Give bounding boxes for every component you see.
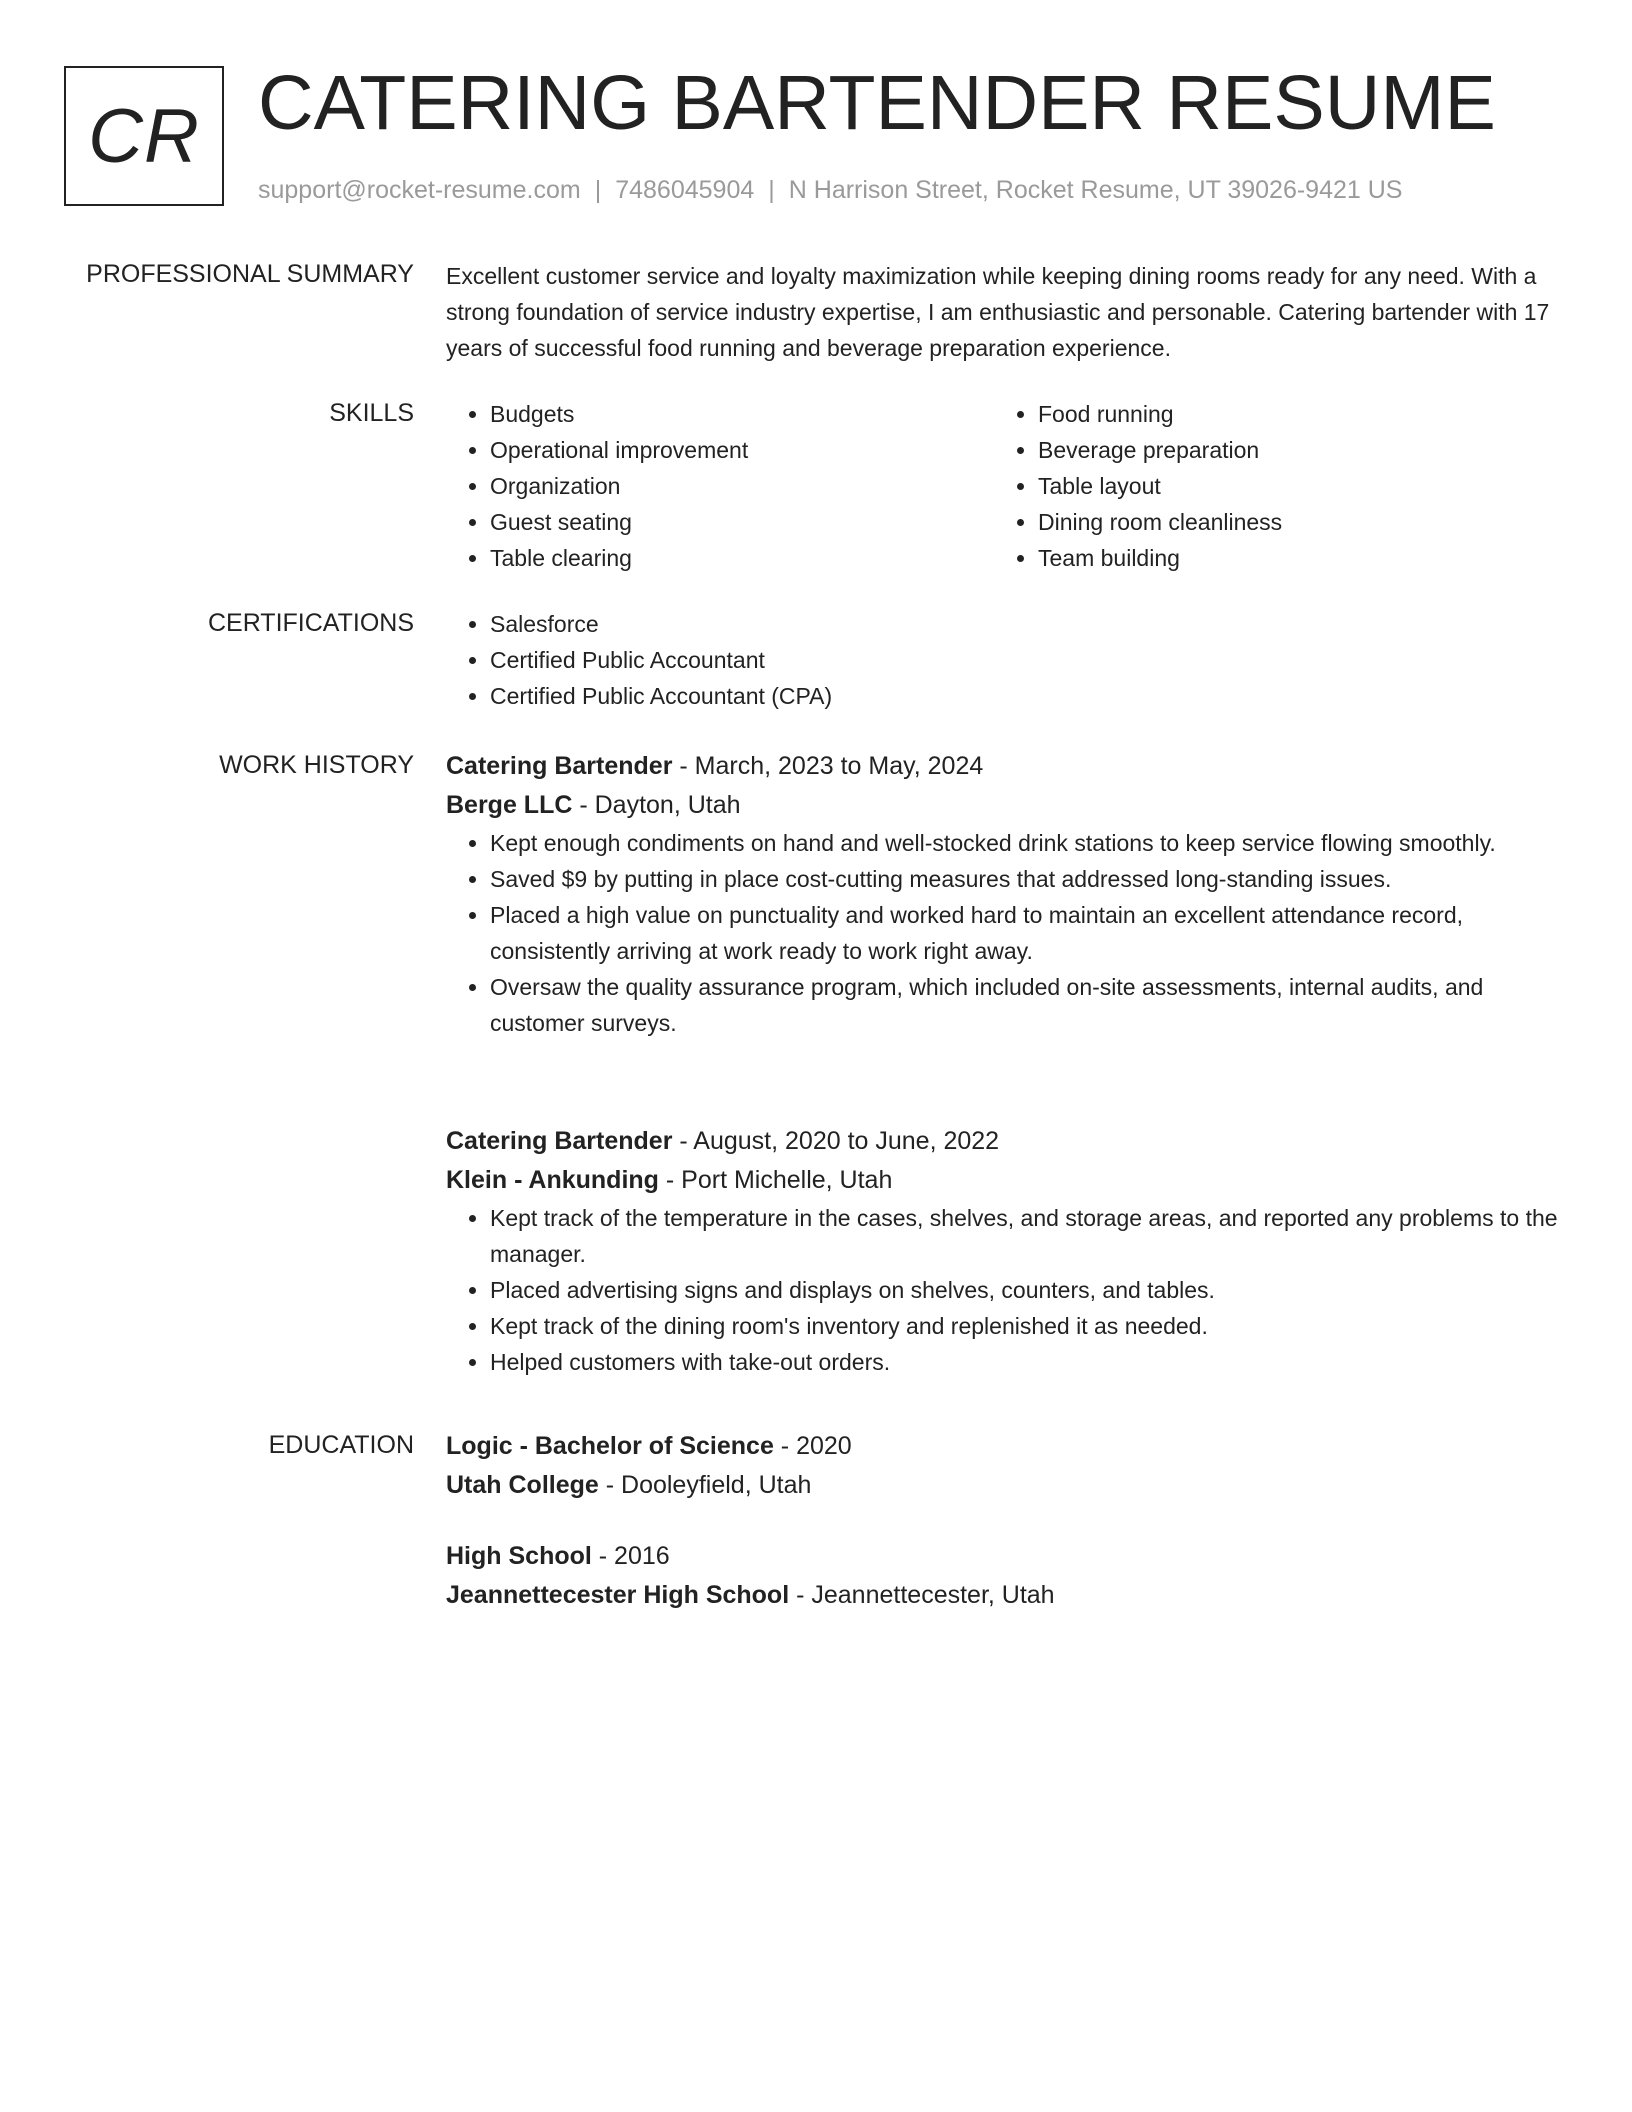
summary-section <box>446 258 1566 366</box>
certification-item: • Certified Public Accountant <box>490 642 1566 678</box>
skills-section <box>446 396 1566 576</box>
education-entry <box>446 1537 1566 1615</box>
section-label-skills: SKILLS <box>329 399 414 427</box>
skill-item: • Table layout <box>1038 468 1542 504</box>
job-org-line <box>446 1161 1566 1200</box>
job-duty-item: • Kept enough condiments on hand and well-stocked drink stations to keep service flowing smoothly. <box>490 825 1566 861</box>
education-location: - Jeannettecester, Utah <box>789 1581 1055 1609</box>
job-dates: - August, 2020 to June, 2022 <box>672 1127 1000 1155</box>
job-duty-item: • Kept track of the dining room's inventory and replenished it as needed. <box>490 1308 1566 1344</box>
skills-list-right <box>994 396 1542 576</box>
skill-item: • Operational improvement <box>490 432 994 468</box>
monogram-text: CR <box>88 93 200 179</box>
skill-item: • Organization <box>490 468 994 504</box>
section-label-certifications: CERTIFICATIONS <box>207 609 414 637</box>
section-label-work-history: WORK HISTORY <box>219 751 414 779</box>
section-label-summary: PROFESSIONAL SUMMARY <box>86 260 414 288</box>
skills-column-left <box>446 396 994 576</box>
skill-item: • Beverage preparation <box>1038 432 1542 468</box>
certifications-list <box>446 606 1566 714</box>
contact-line <box>258 174 1402 206</box>
job-duties-list <box>446 1200 1566 1380</box>
job-title: Catering Bartender <box>446 752 673 780</box>
skill-item: • Food running <box>1038 396 1542 432</box>
job-duty-item: • Helped customers with take-out orders. <box>490 1344 1566 1380</box>
contact-separator: | <box>594 176 602 204</box>
job-company: Berge LLC <box>446 791 573 819</box>
education-location: - Dooleyfield, Utah <box>598 1471 812 1499</box>
monogram-logo <box>64 66 224 206</box>
skills-column-right <box>994 396 1542 576</box>
job-duty-item: • Saved $9 by putting in place cost-cutting measures that addressed long-standing issues. <box>490 861 1566 897</box>
certification-item: • Certified Public Accountant (CPA) <box>490 678 1566 714</box>
certification-item: • Salesforce <box>490 606 1566 642</box>
job-dates: - March, 2023 to May, 2024 <box>672 752 984 780</box>
job-entry <box>446 1122 1566 1380</box>
job-location: - Port Michelle, Utah <box>658 1166 893 1194</box>
job-duty-item: • Placed advertising signs and displays on shelves, counters, and tables. <box>490 1272 1566 1308</box>
job-location: - Dayton, Utah <box>572 791 741 819</box>
section-label-education: EDUCATION <box>268 1431 414 1459</box>
education-year: - 2016 <box>591 1542 670 1570</box>
skill-item: • Budgets <box>490 396 994 432</box>
education-degree: High School <box>446 1542 592 1570</box>
contact-separator: | <box>768 176 775 204</box>
education-entry <box>446 1427 1566 1505</box>
job-title: Catering Bartender <box>446 1127 673 1155</box>
page-title: CATERING BARTENDER RESUME <box>258 60 1496 146</box>
job-duty-item: • Oversaw the quality assurance program, which included on-site assessments, internal audits, and customer surveys. <box>490 969 1566 1041</box>
job-duty-item: • Kept track of the temperature in the cases, shelves, and storage areas, and reported any problems to the manager. <box>490 1200 1566 1272</box>
education-degree-line <box>446 1537 1566 1576</box>
education-degree-line <box>446 1427 1566 1466</box>
job-title-line <box>446 747 1566 786</box>
job-org-line <box>446 786 1566 825</box>
job-title-line <box>446 1122 1566 1161</box>
skill-item: • Team building <box>1038 540 1542 576</box>
job-entry <box>446 747 1566 1041</box>
education-school-line <box>446 1466 1566 1505</box>
certifications-section <box>446 606 1566 714</box>
skills-list-left <box>446 396 994 576</box>
education-year: - 2020 <box>773 1432 852 1460</box>
skill-item: • Dining room cleanliness <box>1038 504 1542 540</box>
contact-email: support@rocket-resume.com <box>258 176 581 204</box>
job-duty-item: • Placed a high value on punctuality and worked hard to maintain an excellent attendance record, consistently arriving at work ready to work right away. <box>490 897 1566 969</box>
skills-grid <box>446 396 1566 576</box>
education-school: Jeannettecester High School <box>446 1581 790 1609</box>
skill-item: • Guest seating <box>490 504 994 540</box>
skill-item: • Table clearing <box>490 540 994 576</box>
contact-address: N Harrison Street, Rocket Resume, UT 39026-9421 US <box>788 176 1403 204</box>
job-duties-list <box>446 825 1566 1041</box>
education-degree: Logic - Bachelor of Science <box>446 1432 774 1460</box>
summary-text: Excellent customer service and loyalty maximization while keeping dining rooms ready for any need. With a strong foundation of service industry expertise, I am enthusiastic and personable. Catering bartender with 17 years of successful food running and beverage preparation experience. <box>446 263 1550 361</box>
education-school: Utah College <box>446 1471 599 1499</box>
contact-phone: 7486045904 <box>615 176 755 204</box>
education-school-line <box>446 1576 1566 1615</box>
job-company: Klein - Ankunding <box>446 1166 659 1194</box>
